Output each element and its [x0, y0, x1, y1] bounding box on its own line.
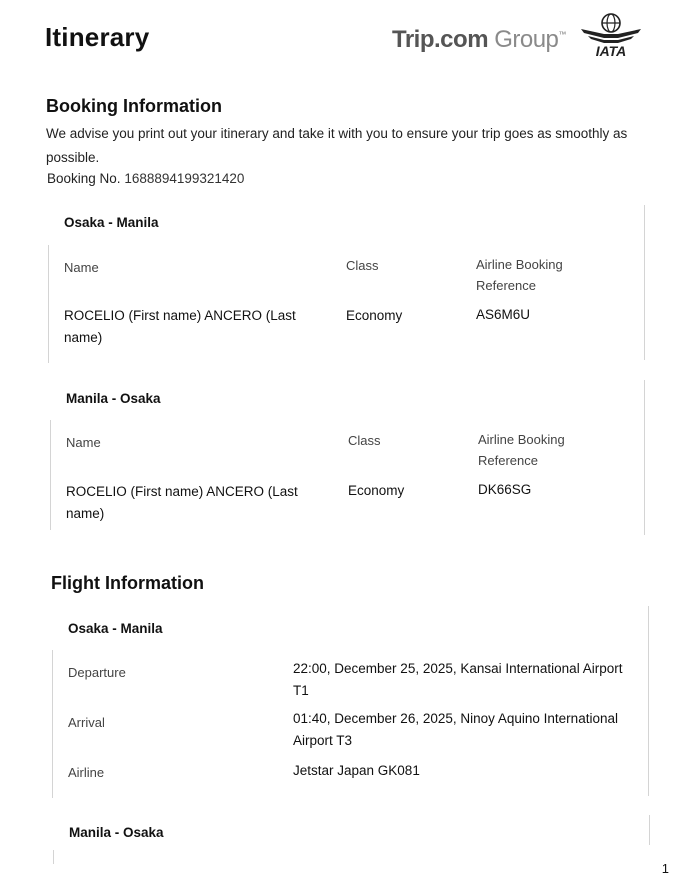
cabin-class: Economy [348, 483, 405, 498]
logo-trip: Trip [392, 26, 435, 53]
logo-group: Group [488, 26, 559, 53]
logo-dot: .com [434, 26, 489, 53]
booking-number: 1688894199321420 [124, 171, 245, 186]
flight-segment-route: Manila - Osaka [69, 825, 164, 840]
segment-divider [50, 420, 51, 530]
iata-text: IATA [595, 43, 627, 58]
airline-label: Airline [68, 765, 105, 780]
airline-booking-ref: AS6M6U [476, 307, 531, 322]
arrival-label: Arrival [68, 715, 105, 730]
segment-divider [648, 606, 649, 796]
iata-logo [578, 12, 644, 58]
page-number: 1 [661, 861, 669, 876]
segment-divider [52, 650, 53, 798]
booking-number-row [47, 167, 244, 191]
booking-number-label: Booking No. [47, 171, 121, 186]
col-ref-label: Airline Booking Reference [476, 257, 563, 293]
col-name-label: Name [66, 435, 101, 450]
segment-divider [48, 245, 49, 363]
page-title: Itinerary [45, 22, 150, 52]
logo-tm: ™ [558, 30, 566, 39]
segment-divider [53, 850, 54, 864]
airline-booking-ref: DK66SG [478, 482, 532, 497]
col-name-label: Name [64, 260, 99, 275]
airline-value: Jetstar Japan GK081 [293, 763, 420, 778]
arrival-value: 01:40, December 26, 2025, Ninoy Aquino International Airport T3 [293, 711, 618, 748]
departure-value: 22:00, December 25, 2025, Kansai International Airport T1 [293, 661, 623, 698]
segment-divider [644, 205, 645, 360]
passenger-name: ROCELIO (First name) ANCERO (Last name) [66, 484, 298, 521]
col-class-label: Class [346, 258, 379, 273]
segment-divider [649, 815, 650, 845]
cabin-class: Economy [346, 308, 403, 323]
booking-segment-route: Manila - Osaka [66, 391, 161, 406]
flight-heading: Flight Information [51, 573, 204, 593]
segment-divider [644, 380, 645, 535]
iata-globe-icon [578, 12, 644, 58]
booking-advice: We advise you print out your itinerary and take it with you to ensure your trip goes as smoothly as possible. [46, 126, 628, 165]
trip-com-group-logo [392, 26, 566, 54]
passenger-name: ROCELIO (First name) ANCERO (Last name) [64, 308, 296, 345]
flight-segment-route: Osaka - Manila [68, 621, 163, 636]
col-ref-label: Airline Booking Reference [478, 432, 565, 468]
col-class-label: Class [348, 433, 381, 448]
booking-heading: Booking Information [46, 96, 222, 116]
booking-segment-route: Osaka - Manila [64, 215, 159, 230]
departure-label: Departure [68, 665, 126, 680]
